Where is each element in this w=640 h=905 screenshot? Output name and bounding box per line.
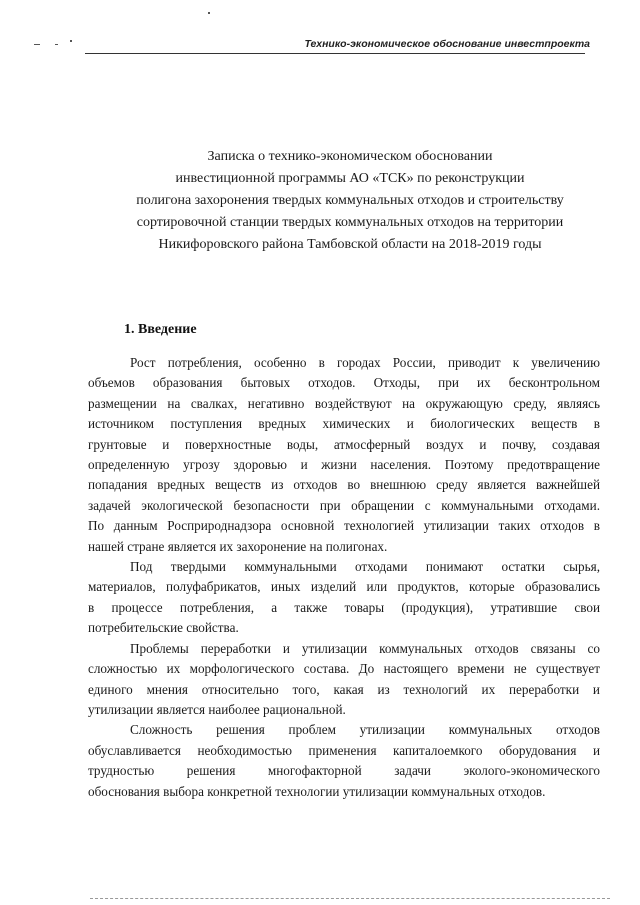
scan-speck [70,40,72,42]
text-line: обоснования выбора конкретной технологии утилизации коммунальных отходов. [88,783,546,799]
title-line: инвестиционной программы АО «ТСК» по реконструкции [175,171,525,186]
text-line: обуславливается необходимостью применения капиталоемкого оборудования и [88,742,600,758]
scan-speck [34,44,40,45]
text-line: попадания вредных веществ из отходов во внешнюю среду является важнейшей [88,477,600,493]
text-line: материалов, полуфабрикатов, иных изделий или продуктов, которые образовались [88,579,600,595]
running-header: Технико-экономическое обоснование инвестпроекта [304,38,590,50]
section-heading: 1. Введение [124,322,197,337]
title-line: сортировочной станции твердых коммунальных отходов на территории [136,215,564,230]
text-line: грунтовые и поверхностные воды, атмосферный воздух и почву, создавая [88,436,600,452]
paragraph [88,720,600,802]
text-line: трудностью решения многофакторной задачи эколого-экономического [88,763,600,779]
text-line: Рост потребления, особенно в городах России, приводит к увеличению [130,355,600,370]
text-line: размещении на свалках, негативно воздействуют на окружающую среду, являясь [88,395,600,411]
text-line: источником поступления вредных химических и биологических веществ в [88,416,600,432]
scan-edge-dashes [90,898,610,899]
text-line: По данным Росприроднадзора основной технологией утилизации таких отходов в [88,518,600,534]
title-line: полигона захоронения твердых коммунальных отходов и строительству [136,193,564,208]
document-title [100,146,600,256]
text-line: Проблемы переработки и утилизации коммунальных отходов связаны со [130,640,600,656]
text-line: утилизации является наиболее рациональной. [88,701,346,717]
text-line: задачей экологической безопасности при обращении с коммунальными отходами. [88,497,600,513]
paragraph [88,353,600,557]
text-line: в процессе потребления, а также товары (продукция), утратившие свои [88,599,600,615]
scan-speck [55,44,58,45]
text-line: объемов образования бытовых отходов. Отходы, при их бесконтрольном [88,375,600,391]
text-line: сложностью их морфологического состава. До настоящего времени не существует [88,661,600,677]
text-line: потребительские свойства. [88,620,239,636]
scan-speck [208,12,210,14]
text-line: определенную угрозу здоровью и жизни населения. Поэтому предотвращение [88,457,600,473]
paragraph [88,557,600,639]
text-line: нашей стране является их захоронение на полигонах. [88,538,388,554]
text-line: Сложность решения проблем утилизации коммунальных отходов [130,722,600,738]
header-rule [85,53,585,54]
paragraph [88,639,600,721]
title-line: Никифоровского района Тамбовской области на 2018-2019 годы [158,237,542,252]
section-body [88,353,600,802]
text-line: единого мнения относительно того, какая из технологий их переработки и [88,681,600,697]
text-line: Под твердыми коммунальными отходами понимают остатки сырья, [130,559,600,575]
title-line: Записка о технико-экономическом обосновании [207,149,493,164]
